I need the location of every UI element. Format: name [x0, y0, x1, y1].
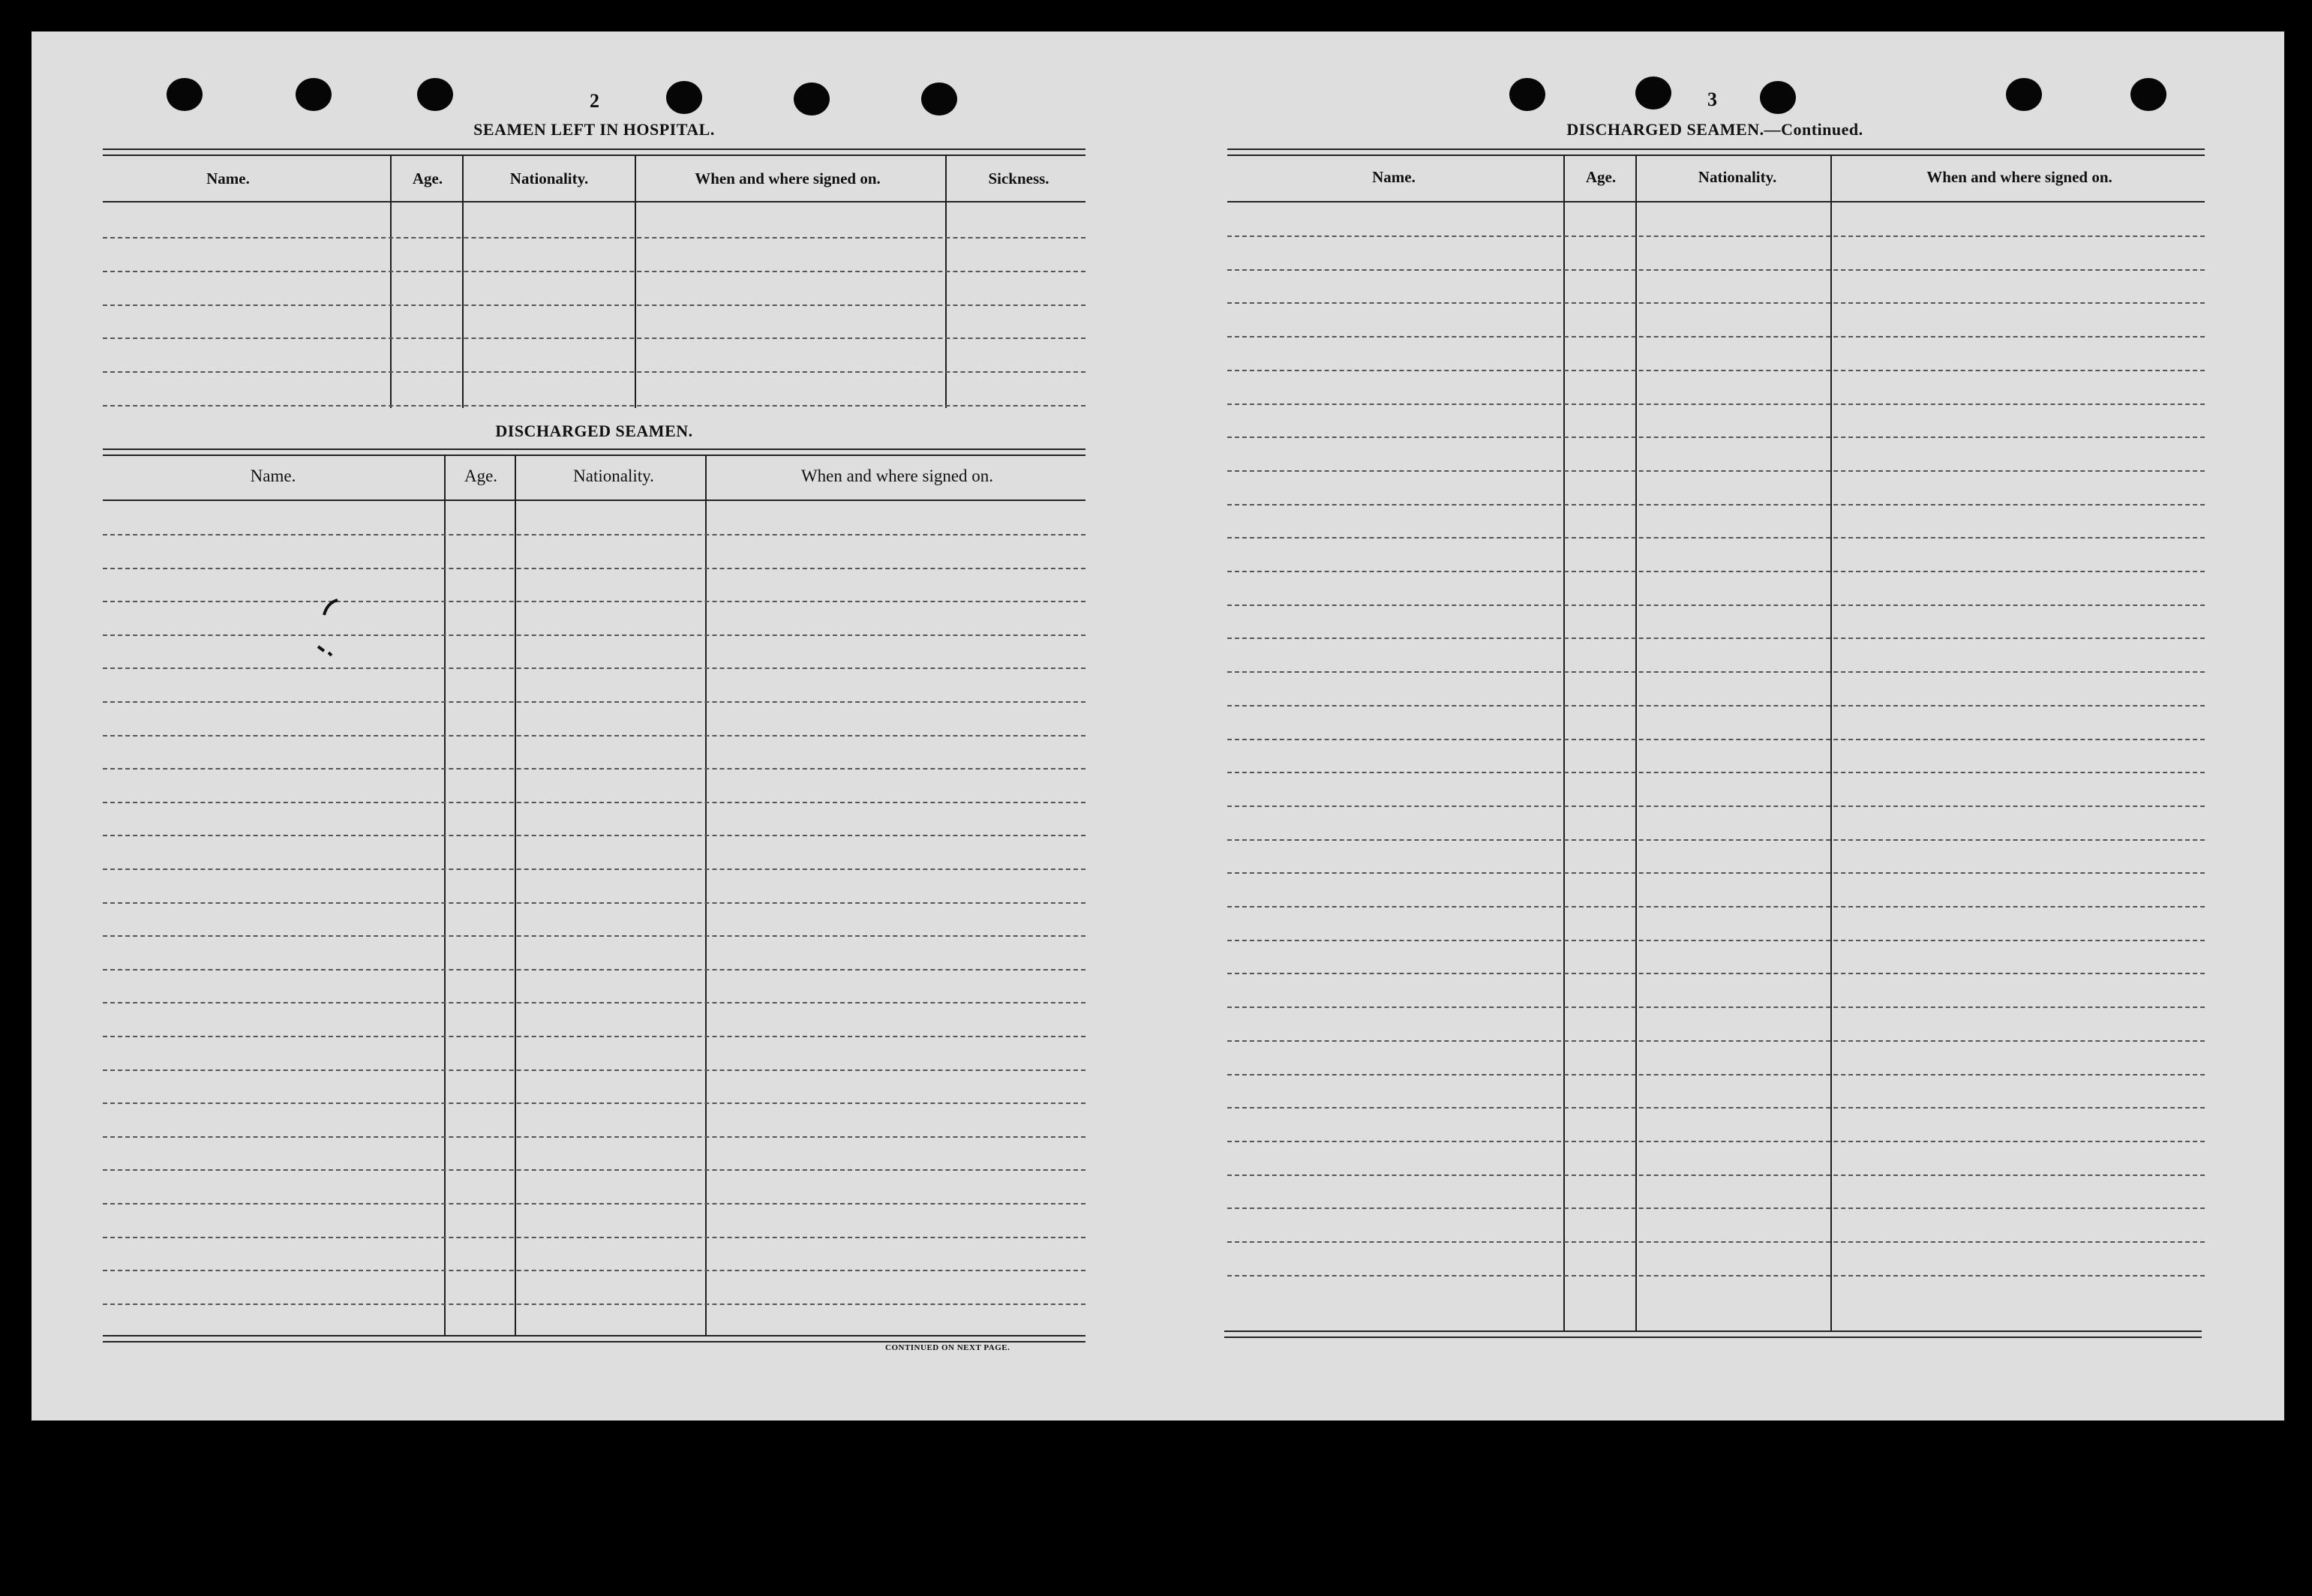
col-header-nationality: Nationality.: [573, 466, 654, 485]
entry-line: [103, 1237, 1085, 1238]
entry-line: [103, 735, 1085, 736]
column-divider: [1830, 154, 1832, 1332]
col-header-nationality: Nationality.: [1698, 168, 1777, 186]
entry-line: [103, 1102, 1085, 1104]
col-header-age: Age.: [412, 170, 443, 188]
punch-hole: [1760, 81, 1796, 114]
entry-line: [1227, 839, 2205, 841]
col-header-name: Name.: [206, 170, 250, 188]
entry-line: [103, 969, 1085, 970]
rule: [103, 1335, 1085, 1342]
entry-line: [1227, 1241, 2205, 1243]
column-divider: [635, 154, 636, 408]
continued-note: CONTINUED ON NEXT PAGE.: [885, 1343, 1010, 1352]
entry-line: [103, 802, 1085, 803]
ink-speck: [315, 592, 353, 668]
entry-line: [103, 271, 1085, 272]
entry-line: [1227, 571, 2205, 572]
col-header-name: Name.: [1372, 168, 1416, 186]
hospital-section-title: SEAMEN LEFT IN HOSPITAL.: [473, 120, 715, 139]
entry-line: [103, 568, 1085, 569]
punch-hole: [1635, 76, 1671, 110]
entry-line: [1227, 906, 2205, 908]
rule: [103, 500, 1085, 501]
entry-line: [103, 768, 1085, 770]
rule: [1227, 201, 2205, 202]
entry-line: [103, 1136, 1085, 1138]
entry-line: [103, 338, 1085, 339]
entry-line: [1227, 973, 2205, 974]
entry-line: [1227, 370, 2205, 371]
entry-line: [1227, 638, 2205, 639]
entry-line: [1227, 705, 2205, 706]
entry-line: [1227, 1074, 2205, 1076]
entry-line: [103, 935, 1085, 937]
entry-line: [103, 634, 1085, 636]
column-divider: [945, 154, 947, 408]
entry-line: [103, 1036, 1085, 1037]
entry-line: [103, 868, 1085, 870]
column-divider: [390, 154, 392, 408]
entry-line: [1227, 739, 2205, 740]
entry-line: [103, 1270, 1085, 1271]
discharged-section-title: DISCHARGED SEAMEN.: [495, 422, 693, 440]
punch-hole: [921, 82, 957, 116]
entry-line: [1227, 671, 2205, 673]
entry-line: [1227, 269, 2205, 271]
col-header-signed-on: When and where signed on.: [1926, 168, 2112, 186]
col-header-age: Age.: [1585, 168, 1617, 186]
entry-line: [103, 902, 1085, 904]
punch-hole: [794, 82, 830, 116]
col-header-name: Name.: [250, 466, 296, 485]
punch-hole: [296, 78, 332, 111]
rule: [103, 448, 1085, 456]
entry-line: [1227, 604, 2205, 606]
column-divider: [1563, 154, 1565, 1332]
entry-line: [1227, 470, 2205, 472]
entry-line: [1227, 1275, 2205, 1276]
page-number: 2: [590, 90, 599, 112]
entry-line: [1227, 436, 2205, 438]
entry-line: [103, 405, 1085, 406]
entry-line: [103, 534, 1085, 536]
entry-line: [103, 304, 1085, 306]
entry-line: [103, 237, 1085, 238]
entry-line: [1227, 1107, 2205, 1108]
entry-line: [1227, 772, 2205, 773]
entry-line: [1227, 336, 2205, 338]
entry-line: [1227, 806, 2205, 807]
punch-hole: [2130, 78, 2166, 111]
col-header-nationality: Nationality.: [509, 170, 589, 188]
punch-hole: [167, 78, 203, 111]
rule: [103, 148, 1085, 156]
entry-line: [103, 1304, 1085, 1305]
entry-line: [103, 668, 1085, 669]
col-header-signed-on: When and where signed on.: [800, 466, 994, 485]
rule: [1227, 148, 2205, 156]
rule: [103, 201, 1085, 202]
entry-line: [1227, 872, 2205, 874]
col-header-sickness: Sickness.: [988, 170, 1049, 188]
discharged-continued-title: DISCHARGED SEAMEN.—Continued.: [1566, 120, 1863, 139]
page-number: 3: [1707, 88, 1717, 110]
entry-line: [103, 601, 1085, 602]
entry-line: [103, 371, 1085, 373]
entry-line: [103, 835, 1085, 836]
entry-line: [1227, 1208, 2205, 1209]
entry-line: [1227, 236, 2205, 237]
col-header-age: Age.: [464, 466, 498, 485]
punch-hole: [2006, 78, 2042, 111]
entry-line: [103, 701, 1085, 703]
entry-line: [103, 1002, 1085, 1004]
entry-line: [1227, 537, 2205, 538]
scanned-document-spread: [32, 32, 2284, 1420]
entry-line: [1227, 1040, 2205, 1042]
punch-hole: [666, 81, 702, 114]
punch-hole: [1509, 78, 1545, 111]
entry-line: [103, 1070, 1085, 1071]
entry-line: [103, 1203, 1085, 1204]
rule: [1224, 1330, 2202, 1338]
entry-line: [103, 1169, 1085, 1171]
entry-line: [1227, 1006, 2205, 1008]
entry-line: [1227, 302, 2205, 304]
entry-line: [1227, 504, 2205, 506]
column-divider: [1635, 154, 1637, 1332]
entry-line: [1227, 1174, 2205, 1176]
punch-hole: [417, 78, 453, 111]
column-divider: [462, 154, 464, 408]
entry-line: [1227, 940, 2205, 941]
entry-line: [1227, 404, 2205, 405]
entry-line: [1227, 1141, 2205, 1142]
col-header-signed-on: When and where signed on.: [695, 170, 881, 188]
